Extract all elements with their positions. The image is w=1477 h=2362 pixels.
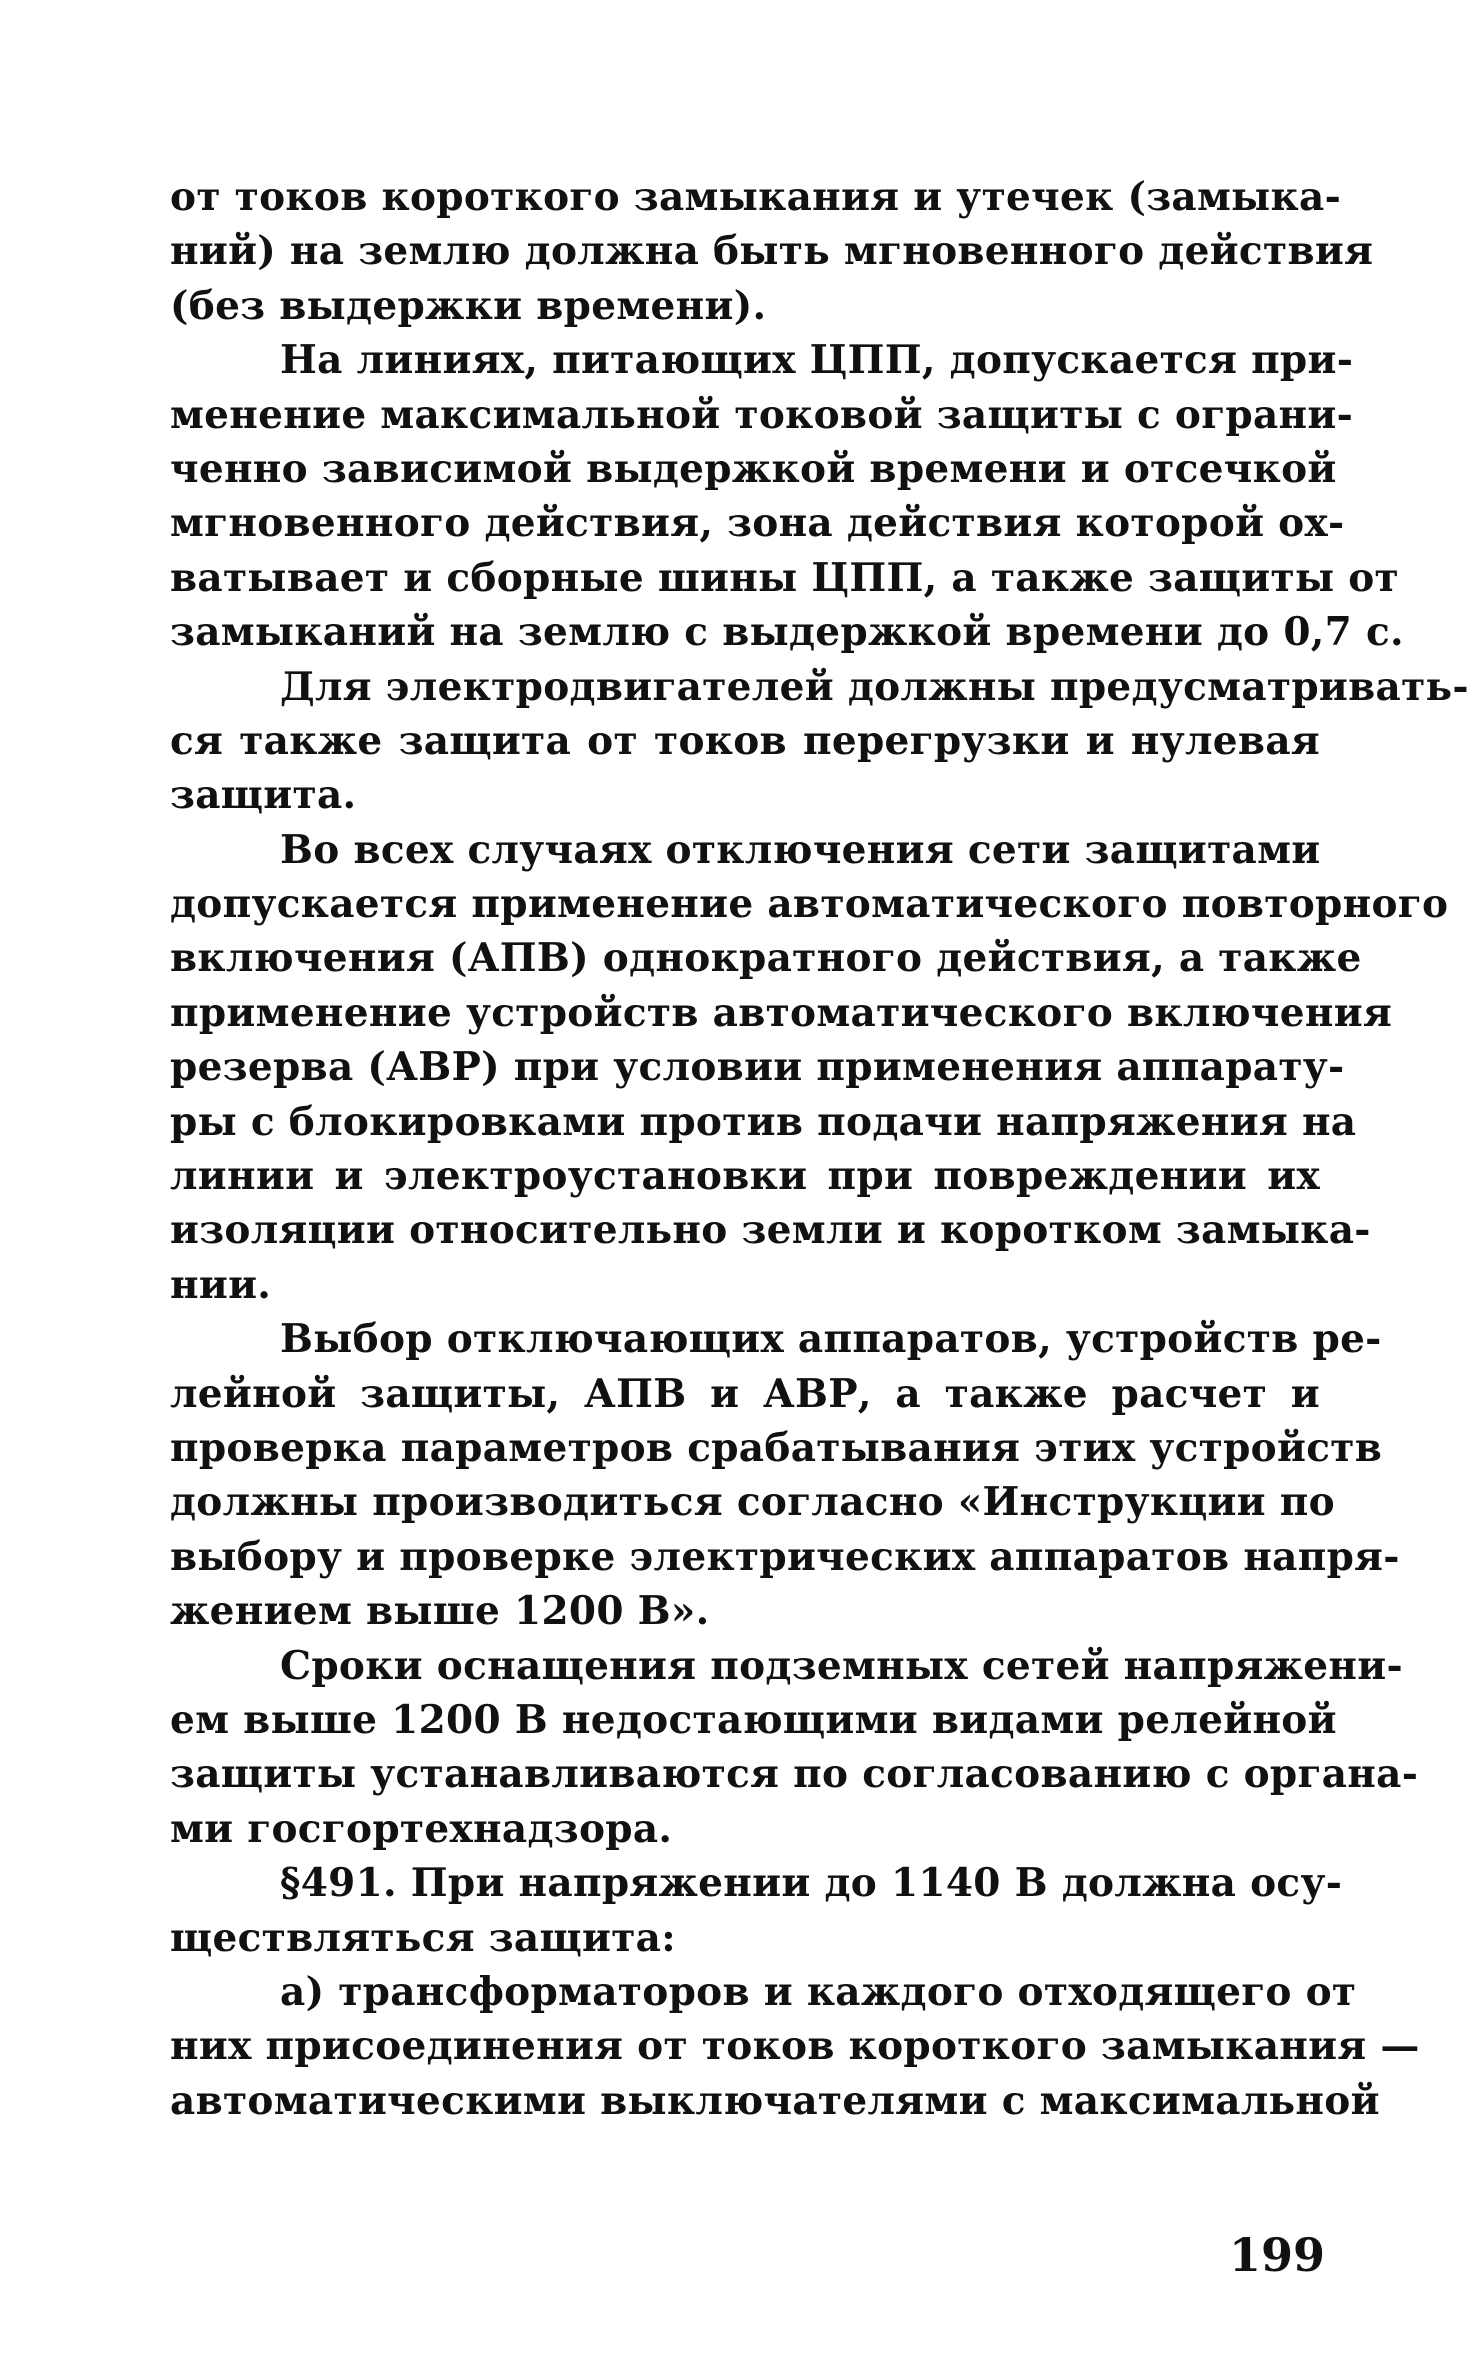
text-line: Сроки оснащения подземных сетей напряжени- bbox=[280, 1642, 1403, 1689]
text-line: менение максимальной токовой защиты с ограни- bbox=[170, 391, 1354, 438]
text-line: нии. bbox=[170, 1261, 272, 1308]
text-line: жением выше 1200 В». bbox=[170, 1588, 710, 1635]
text-line: применение устройств автоматического включения bbox=[170, 989, 1393, 1036]
page-number: 199 bbox=[1228, 2228, 1325, 2282]
text-line: ченно зависимой выдержкой времени и отсечкой bbox=[170, 445, 1337, 492]
text-line: лейной защиты, АПВ и АВР, а также расчет и bbox=[170, 1370, 1320, 1417]
text-line: линии и электроустановки при повреждении их bbox=[170, 1153, 1320, 1200]
text-line: мгновенного действия, зона действия которой ох- bbox=[170, 500, 1345, 547]
text-line: ем выше 1200 В недостающими видами релейной bbox=[170, 1696, 1337, 1743]
text-line: ры с блокировками против подачи напряжения на bbox=[170, 1098, 1357, 1145]
text-line: включения (АПВ) однократного действия, а также bbox=[170, 935, 1362, 982]
text-line: Во всех случаях отключения сети защитами bbox=[280, 826, 1321, 873]
text-line: Выбор отключающих аппаратов, устройств ре- bbox=[280, 1316, 1382, 1363]
body-text bbox=[170, 170, 1469, 2128]
text-line: изоляции относительно земли и коротком замыка- bbox=[170, 1207, 1371, 1254]
text-line: замыканий на землю с выдержкой времени до 0,7 с. bbox=[170, 609, 1404, 656]
text-line: автоматическими выключателями с максимальной bbox=[170, 2077, 1380, 2124]
text-line: ся также защита от токов перегрузки и нулевая bbox=[170, 717, 1320, 764]
text-line: §491. При напряжении до 1140 В должна осу- bbox=[280, 1860, 1343, 1907]
text-line: резерва (АВР) при условии применения аппарату- bbox=[170, 1044, 1345, 1091]
text-line: допускается применение автоматического повторного bbox=[170, 881, 1449, 928]
text-line: ществляться защита: bbox=[170, 1914, 676, 1961]
text-line: (без выдержки времени). bbox=[170, 282, 767, 329]
text-line: проверка параметров срабатывания этих устройств bbox=[170, 1424, 1383, 1471]
text-line: ми госгортехнадзора. bbox=[170, 1805, 673, 1852]
text-line: ний) на землю должна быть мгновенного действия bbox=[170, 228, 1374, 275]
text-line: а) трансформаторов и каждого отходящего от bbox=[280, 1968, 1357, 2015]
text-line: защиты устанавливаются по согласованию с органа- bbox=[170, 1751, 1419, 1798]
text-line: них присоединения от токов короткого замыкания — bbox=[170, 2023, 1420, 2070]
text-line: от токов короткого замыкания и утечек (замыка- bbox=[170, 174, 1342, 220]
text-line: ватывает и сборные шины ЦПП, а также защиты от bbox=[170, 554, 1400, 601]
text-line: Для электродвигателей должны предусматривать- bbox=[280, 663, 1469, 710]
text-line: На линиях, питающих ЦПП, допускается при- bbox=[280, 337, 1354, 384]
text-line: выбору и проверке электрических аппаратов напря- bbox=[170, 1533, 1400, 1580]
text-line: защита. bbox=[170, 772, 357, 819]
text-line: должны производиться согласно «Инструкции по bbox=[170, 1479, 1335, 1526]
